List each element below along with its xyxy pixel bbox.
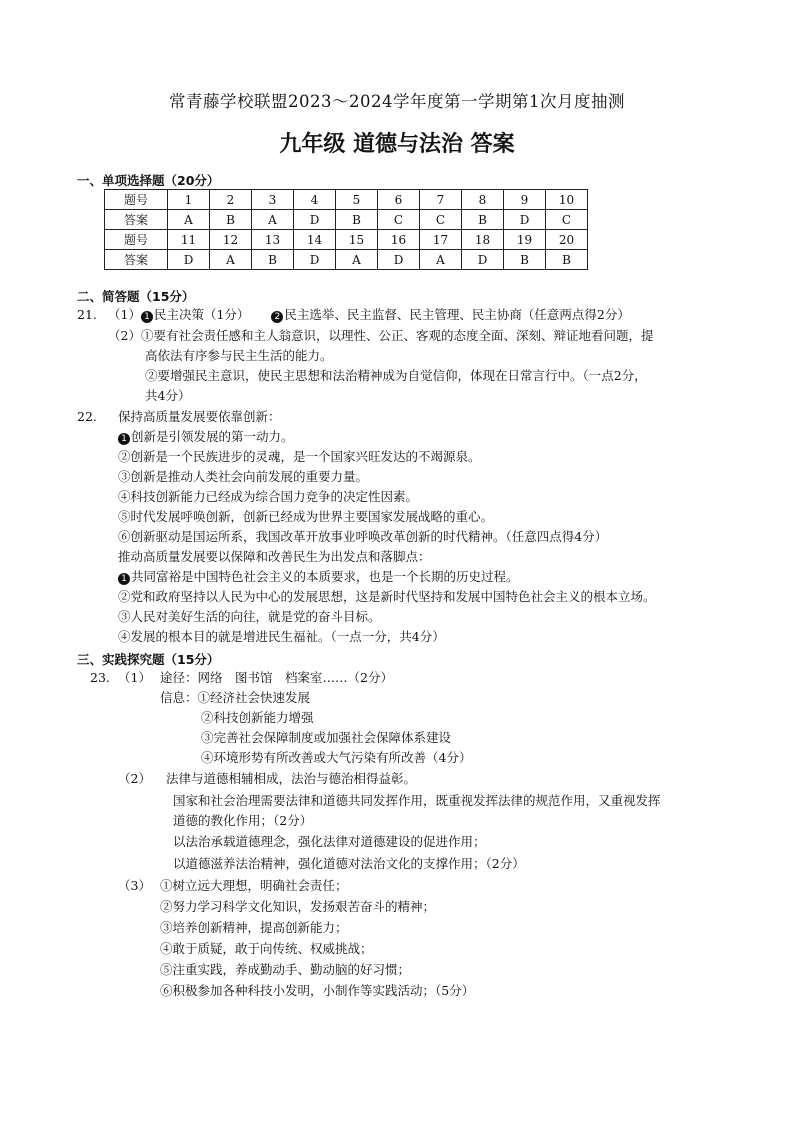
q23-part2-prefix: （2）: [118, 771, 151, 786]
q21-part1-prefix: （1）: [108, 307, 141, 322]
exam-title: 常青藤学校联盟2023～2024学年度第一学期第1次月度抽测: [169, 92, 625, 111]
table-cell: 20: [546, 230, 588, 250]
table-cell: A: [252, 210, 294, 230]
table-cell: 6: [378, 190, 420, 210]
q23-part3-line-6: ⑥积极参加各种科技小发明，小制作等实践活动；（5分）: [160, 983, 475, 998]
table-cell: A: [168, 210, 210, 230]
table-cell: B: [546, 250, 588, 270]
q22-point-5: ⑤时代发展呼唤创新，创新已经成为世界主要国家发展战略的重心。: [118, 509, 494, 524]
table-cell: C: [378, 210, 420, 230]
q22-point-1: 1 创新是引领发展的第一动力。: [118, 429, 294, 445]
q22-point-b4: ④发展的根本目的就是增进民生福祉。（一点一分，共4分）: [118, 629, 445, 644]
q23-part2-line-2: 国家和社会治理需要法律和道德共同发挥作用，既重视发挥法律的规范作用，又重视发挥: [173, 793, 661, 808]
table-row-label: 答案: [105, 210, 168, 230]
table-cell: A: [336, 250, 378, 270]
table-cell: D: [294, 250, 336, 270]
q22-point-4: ④科技创新能力已经成为综合国力竞争的决定性因素。: [118, 489, 419, 504]
table-cell: 7: [420, 190, 462, 210]
table-cell: B: [210, 210, 252, 230]
table-cell: 10: [546, 190, 588, 210]
q22-point-b3: ③人民对美好生活的向往，就是党的奋斗目标。: [118, 609, 381, 624]
q21-line-3: 高依法有序参与民主生活的能力。: [145, 348, 333, 363]
table-cell: D: [378, 250, 420, 270]
q22-number: 22.: [77, 409, 97, 424]
table-cell: B: [336, 210, 378, 230]
table-cell: 17: [420, 230, 462, 250]
table-cell: C: [546, 210, 588, 230]
q23-part1-line-3: ②科技创新能力增强: [201, 710, 314, 725]
q23-part1-line-1: 途径：网络 图书馆 档案室……（2分）: [160, 670, 393, 685]
q23-part2-line-5: 以道德滋养法治精神，强化道德对法治文化的支撑作用；（2分）: [173, 856, 525, 871]
q23-part3-line-5: ⑤注重实践，养成勤动手、勤动脑的好习惯；: [160, 962, 411, 977]
q23-part1-line-2: 信息：①经济社会快速发展: [160, 690, 311, 705]
table-cell: D: [504, 210, 546, 230]
q23-part3-line-4: ④敢于质疑，敢于向传统、权威挑战；: [160, 941, 373, 956]
q23-part2-line-1: 法律与道德相辅相成，法治与德治相得益彰。: [166, 771, 417, 786]
table-cell: 8: [462, 190, 504, 210]
q23-part3-line-2: ②努力学习科学文化知识，发扬艰苦奋斗的精神；: [160, 899, 436, 914]
table-row: [105, 250, 588, 270]
table-cell: C: [420, 210, 462, 230]
q23-part3-line-3: ③培养创新精神，提高创新能力；: [160, 920, 348, 935]
q23-part1-line-5: ④环境形势有所改善或大气污染有所改善（4分）: [201, 750, 472, 765]
circled-one-icon: 1: [118, 433, 130, 445]
table-cell: 5: [336, 190, 378, 210]
table-cell: 18: [462, 230, 504, 250]
table-row-label: 题号: [105, 230, 168, 250]
table-row: [105, 210, 588, 230]
table-cell: 4: [294, 190, 336, 210]
circled-two-icon: 2: [271, 311, 283, 323]
table-cell: 12: [210, 230, 252, 250]
circled-one-icon: 1: [118, 573, 130, 585]
table-row: [105, 190, 588, 210]
q22-heading-2: 推动高质量发展要以保障和改善民生为出发点和落脚点：: [118, 549, 431, 564]
table-cell: B: [462, 210, 504, 230]
table-row-label: 答案: [105, 250, 168, 270]
table-cell: A: [420, 250, 462, 270]
q22-point-3: ③创新是推动人类社会向前发展的重要力量。: [118, 469, 369, 484]
table-cell: 11: [168, 230, 210, 250]
table-cell: D: [168, 250, 210, 270]
q23-part1-line-4: ③完善社会保障制度或加强社会保障体系建设: [201, 730, 452, 745]
q21-line-5: 共4分）: [145, 388, 191, 403]
table-cell: 19: [504, 230, 546, 250]
table-cell: 1: [168, 190, 210, 210]
table-cell: 2: [210, 190, 252, 210]
table-row-label: 题号: [105, 190, 168, 210]
table-row: [105, 230, 588, 250]
answer-table: [104, 189, 588, 270]
section-1-heading: 一、单项选择题（20分）: [77, 173, 220, 188]
q23-number: 23.: [90, 670, 110, 685]
q22-point-2: ②创新是一个民族进步的灵魂，是一个国家兴旺发达的不竭源泉。: [118, 449, 481, 464]
q22-point-b2: ②党和政府坚持以人民为中心的发展思想，这是新时代坚持和发展中国特色社会主义的根本立场。: [118, 589, 656, 604]
q23-part2-line-4: 以法治承载道德理念，强化法律对道德建设的促进作用；: [173, 834, 486, 849]
q21-number: 21.: [77, 307, 97, 322]
table-cell: B: [252, 250, 294, 270]
q22-heading-1: 保持高质量发展要依靠创新：: [118, 409, 281, 424]
table-cell: 16: [378, 230, 420, 250]
table-cell: 15: [336, 230, 378, 250]
q22-point-b1: 1 共同富裕是中国特色社会主义的本质要求，也是一个长期的历史过程。: [118, 569, 519, 585]
q22-point-6: ⑥创新驱动是国运所系，我国改革开放事业呼唤改革创新的时代精神。（任意四点得4分）: [118, 529, 608, 544]
q23-part2-line-3: 道德的教化作用；（2分）: [173, 813, 313, 828]
table-cell: A: [210, 250, 252, 270]
q21-part1-answer-b: 民主选举、民主监督、民主管理、民主协商（任意两点得2分）: [284, 307, 630, 322]
table-cell: 14: [294, 230, 336, 250]
q23-part1-prefix: （1）: [118, 670, 151, 685]
exam-subtitle: 九年级 道德与法治 答案: [279, 132, 515, 157]
q21-line-4: ②要增强民主意识，使民主思想和法治精神成为自觉信仰，体现在日常言行中。（一点2分，: [145, 368, 647, 383]
q21-line-1: [108, 307, 630, 323]
section-3-heading: 三、实践探究题（15分）: [77, 652, 220, 667]
q21-part1-answer-a: 民主决策（1分）: [153, 307, 250, 322]
table-cell: 3: [252, 190, 294, 210]
table-cell: 13: [252, 230, 294, 250]
q23-part3-line-1: ①树立远大理想，明确社会责任；: [160, 878, 348, 893]
q21-line-2: （2）①要有社会责任感和主人翁意识，以理性、公正、客观的态度全面、深刻、辩证地看问题，提: [108, 328, 654, 343]
section-2-heading: 二、简答题（15分）: [77, 289, 195, 304]
circled-one-icon: 1: [141, 311, 153, 323]
table-cell: D: [462, 250, 504, 270]
table-cell: B: [504, 250, 546, 270]
table-cell: 9: [504, 190, 546, 210]
table-cell: D: [294, 210, 336, 230]
q23-part3-prefix: （3）: [118, 878, 151, 893]
